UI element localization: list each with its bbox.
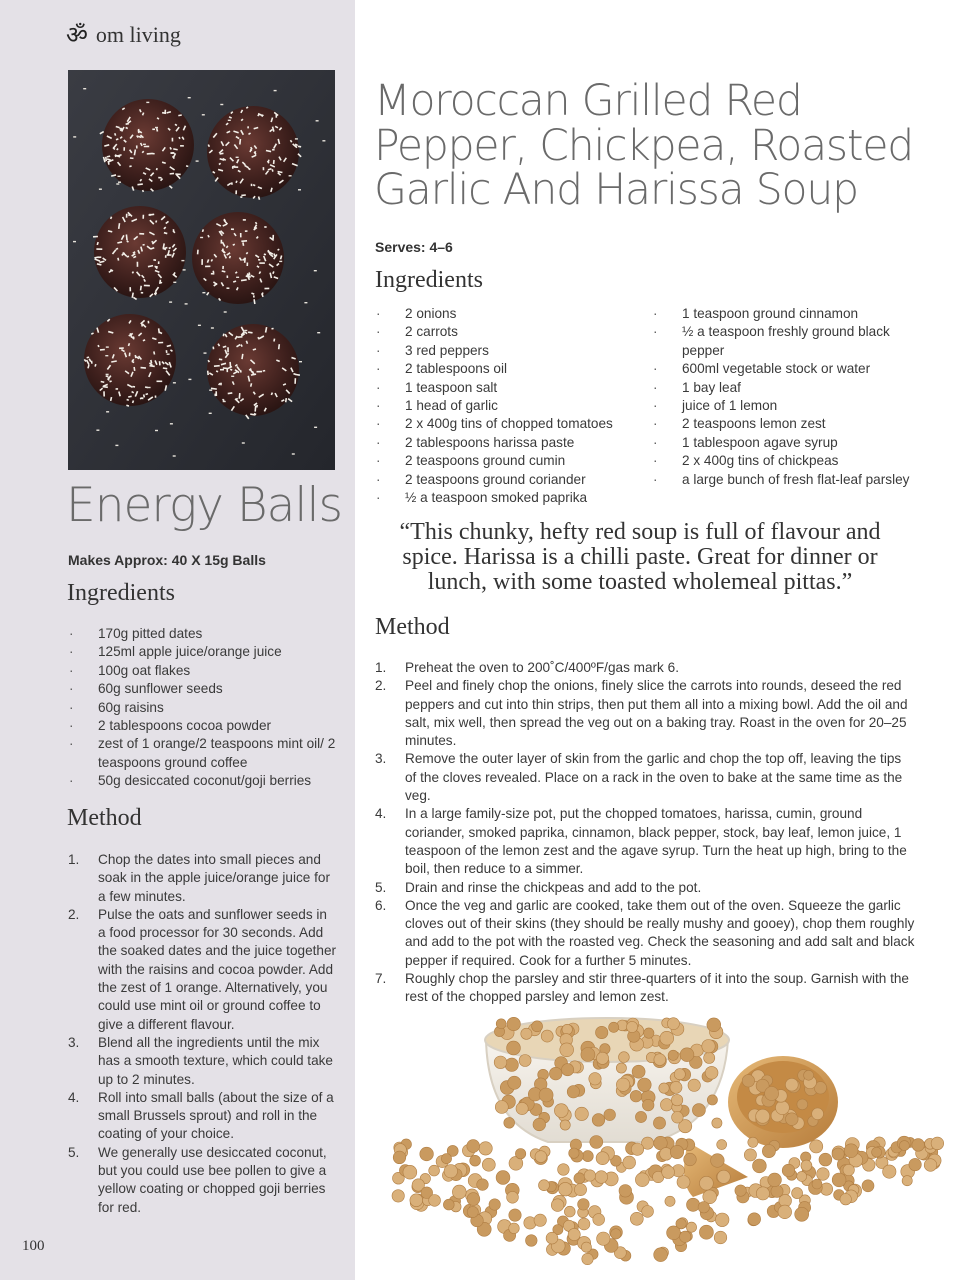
list-item: · 1 bay leaf [652,379,920,397]
energy-balls-method-heading: Method [67,805,142,831]
list-item: · ½ a teaspoon smoked paprika [375,489,645,507]
soup-method-list [375,659,915,1007]
list-item: · zest of 1 orange/2 teaspoons mint oil/ 2 teaspoons ground coffee [68,735,338,772]
sidebar [0,0,355,1280]
method-step [375,805,915,878]
chickpeas-photo [388,992,948,1282]
list-item: · 1 teaspoon salt [375,379,645,397]
list-item: · 1 teaspoon ground cinnamon [652,305,920,323]
step-number: 1. [375,660,387,675]
step-text: In a large family-size pot, put the chopped tomatoes, harissa, cumin, ground coriander, smoked paprika, cinnamon, black pepper, stock, bay leaf, lemon juice, 1 teaspoon of the lemon zest and the agave syrup. Turn the heat up high, bring to the boil, then reduce to a simmer. [405,806,907,877]
page-number: 100 [22,1238,45,1254]
method-step [375,677,915,750]
list-item: · 2 x 400g tins of chopped tomatoes [375,415,645,433]
list-item: · 2 carrots [375,323,645,341]
step-text: Once the veg and garlic are cooked, take them out of the oven. Squeeze the garlic cloves out of their skins (they should be really mushy and gooey), chop them roughly and add to the pot with the roasted veg. Check the seasoning and add salt and black pepper if required. Cook for a further 5 minutes. [405,897,915,968]
step-text: Peel and finely chop the onions, finely slice the carrots into rounds, deseed the red peppers and cut into thin strips, then put them all into a mixing bowl. Add the oil and salt, mix well, then spread the veg out on a baking tray. Roast in the oven for 20–25 minutes. [405,678,908,749]
energy-balls-title: Energy Balls [66,478,343,533]
energy-balls-ingredients-heading: Ingredients [67,580,175,606]
method-step [68,1034,338,1089]
step-number: 4. [375,806,387,822]
method-step [375,897,915,970]
step-number: 6. [375,897,387,913]
step-text: Preheat the oven to 200˚C/400ºF/gas mark 6. [405,660,679,675]
method-step [68,851,338,906]
list-item: · 2 teaspoons lemon zest [652,415,920,433]
list-item: · 3 red peppers [375,342,645,360]
step-number: 1. [68,852,80,867]
step-text: Roll into small balls (about the size of a small Brussels sprout) and roll in the coating of your choice. [98,1089,334,1142]
soup-ingredients-col1 [375,305,645,507]
step-number: 3. [68,1034,80,1050]
energy-balls-method-list [68,851,338,1217]
serves-count: Serves: 4–6 [375,239,453,255]
soup-ingredients-heading: Ingredients [375,267,483,293]
list-item: · 1 tablespoon agave syrup [652,434,920,452]
step-text: Drain and rinse the chickpeas and add to the pot. [405,879,702,895]
step-number: 2. [68,906,80,922]
list-item: · 50g desiccated coconut/goji berries [68,772,338,790]
step-text: Pulse the oats and sunflower seeds in a food processor for 30 seconds. Add the soaked dates and the juice together with the raisins and cocoa powder. Add the zest of 1 orange. Alternatively, you could use mint oil or ground coffee to give a different flavour. [98,906,337,1032]
energy-balls-ingredients-list [68,625,338,791]
soup-ingredients-col2 [652,305,920,489]
method-step [68,1089,338,1144]
step-number: 5. [375,879,387,895]
makes-quantity: Makes Approx: 40 X 15g Balls [68,552,266,568]
list-item: · 1 head of garlic [375,397,645,415]
list-item: · ½ a teaspoon freshly ground black pepper [652,323,920,360]
step-number: 4. [68,1089,80,1105]
step-text: Remove the outer layer of skin from the garlic and chop the top off, leaving the tips of the cloves revealed. Place on a rack in the oven to bake at the same time as the veg. [405,751,903,804]
method-step [375,750,915,805]
list-item: · 2 tablespoons oil [375,360,645,378]
brand-logo [66,22,181,48]
list-item: · 170g pitted dates [68,625,338,643]
step-text: Roughly chop the parsley and stir three-quarters of it into the soup. Garnish with the rest of the chopped parsley and lemon zest. [405,971,909,1005]
method-step [375,879,915,897]
list-item: · 600ml vegetable stock or water [652,360,920,378]
soup-method-heading: Method [375,614,450,640]
list-item: · 2 tablespoons harissa paste [375,434,645,452]
list-item: · a large bunch of fresh flat-leaf parsley [652,471,920,489]
list-item: · 2 onions [375,305,645,323]
step-number: 3. [375,751,387,767]
list-item: · 2 x 400g tins of chickpeas [652,452,920,470]
step-number: 7. [375,971,387,987]
pull-quote: “This chunky, hefty red soup is full of flavour and spice. Harissa is a chilli paste. Great for dinner or lunch, with some toasted wholemeal pittas.” [399,519,881,595]
method-step [68,1144,338,1217]
method-step [375,659,915,677]
list-item: · 2 teaspoons ground cumin [375,452,645,470]
brand-name: om living [95,22,181,47]
list-item: · 125ml apple juice/orange juice [68,643,338,661]
list-item: · juice of 1 lemon [652,397,920,415]
list-item: · 60g sunflower seeds [68,680,338,698]
step-number: 2. [375,678,387,694]
om-icon: ॐ [66,21,88,49]
list-item: · 2 tablespoons cocoa powder [68,717,338,735]
step-text: Chop the dates into small pieces and soak in the apple juice/orange juice for a few minutes. [98,852,330,904]
list-item: · 2 teaspoons ground coriander [375,471,645,489]
list-item: · 60g raisins [68,699,338,717]
step-text: Blend all the ingredients until the mix has a smooth texture, which could take up to 2 minutes. [98,1034,333,1087]
step-text: We generally use desiccated coconut, but you could use bee pollen to give a yellow coating or chopped goji berries for red. [98,1144,327,1215]
step-number: 5. [68,1144,80,1160]
method-step [68,906,338,1034]
list-item: · 100g oat flakes [68,662,338,680]
soup-title: Moroccan Grilled Red Pepper, Chickpea, Roasted Garlic And Harissa Soup [374,77,914,215]
energy-balls-photo [68,70,335,470]
